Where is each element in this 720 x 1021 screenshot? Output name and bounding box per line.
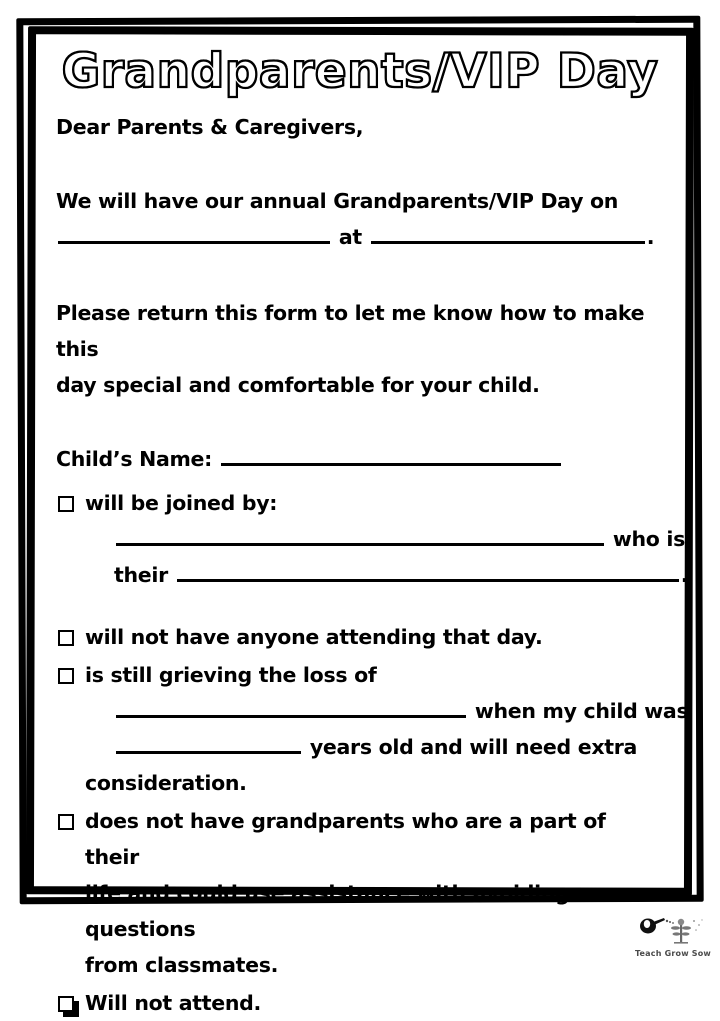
checkbox-icon[interactable] bbox=[58, 630, 74, 646]
request-line-1: Please return this form to let me know how to make this bbox=[56, 301, 645, 361]
relationship-period: . bbox=[680, 563, 689, 587]
joined-by-name-row bbox=[85, 521, 688, 557]
option-no-grandparents[interactable] bbox=[56, 803, 664, 983]
checkbox-icon[interactable] bbox=[58, 814, 74, 830]
event-time-input[interactable] bbox=[371, 222, 645, 244]
watering-can-icon bbox=[634, 912, 712, 948]
option-grieving-body bbox=[85, 657, 688, 801]
option-no-grandparents-line-2: life and could use assistance with avoiding questions bbox=[85, 881, 570, 941]
child-name-input[interactable] bbox=[221, 444, 561, 466]
option-joined-by[interactable] bbox=[56, 485, 689, 593]
option-will-not-attend[interactable] bbox=[56, 985, 664, 1021]
intro-sentence: We will have our annual Grandparents/VIP Day on bbox=[56, 189, 619, 213]
loss-of-whom-input[interactable] bbox=[116, 696, 466, 718]
request-line-2: day special and comfortable for your child. bbox=[56, 373, 540, 397]
salutation: Dear Parents & Caregivers, bbox=[56, 115, 364, 139]
relationship-input[interactable] bbox=[177, 560, 679, 582]
option-no-grandparents-line-1: does not have grandparents who are a part of their bbox=[85, 809, 606, 869]
option-no-one-attending[interactable] bbox=[56, 619, 664, 655]
age-years-row bbox=[85, 729, 688, 765]
option-will-not-attend-label: Will not attend. bbox=[85, 991, 262, 1015]
brand-name: Teach Grow Sow bbox=[634, 949, 712, 958]
event-date-row bbox=[56, 219, 664, 255]
age-years-input[interactable] bbox=[116, 732, 301, 754]
checkbox-icon[interactable] bbox=[58, 668, 74, 684]
child-name-row bbox=[56, 441, 664, 477]
page-title: Grandparents/VIP Day bbox=[61, 44, 659, 99]
checkbox-icon[interactable] bbox=[58, 996, 74, 1012]
consideration-label: consideration. bbox=[85, 771, 247, 795]
option-no-grandparents-body bbox=[85, 803, 664, 983]
event-date-input[interactable] bbox=[58, 222, 330, 244]
option-no-grandparents-line-3: from classmates. bbox=[85, 953, 279, 977]
date-connector-label: at bbox=[338, 225, 362, 249]
joined-by-name-input[interactable] bbox=[116, 524, 604, 546]
option-joined-by-body bbox=[85, 485, 688, 593]
loss-of-whom-row bbox=[85, 693, 688, 729]
option-no-one-attending-label: will not have anyone attending that day. bbox=[85, 625, 543, 649]
brand-watermark bbox=[634, 912, 712, 958]
date-row-period: . bbox=[646, 225, 655, 249]
child-name-label: Child’s Name: bbox=[56, 447, 213, 471]
option-grieving-label: is still grieving the loss of bbox=[85, 663, 377, 687]
checkbox-icon[interactable] bbox=[58, 496, 74, 512]
option-joined-by-label: will be joined by: bbox=[85, 491, 278, 515]
relationship-row bbox=[85, 557, 688, 593]
who-is-label: who is bbox=[612, 527, 686, 551]
years-old-label: years old and will need extra bbox=[309, 735, 638, 759]
their-label: their bbox=[114, 563, 168, 587]
option-grieving[interactable] bbox=[56, 657, 689, 801]
when-my-child-was-label: when my child was bbox=[474, 699, 689, 723]
